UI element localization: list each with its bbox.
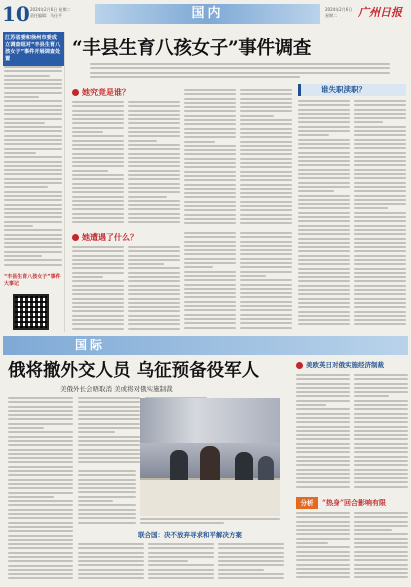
sidebar-body-text (4, 66, 62, 271)
domestic-col-1c (184, 89, 236, 229)
intl-section-title: 国际 (75, 338, 106, 352)
photo-figure (235, 452, 253, 480)
intl-section-bar (3, 336, 408, 355)
intl-col-1 (8, 397, 73, 583)
subhead-marker-icon (72, 234, 79, 241)
subhead-who-text: 她究竟是谁？ (82, 87, 130, 97)
sanctions-col-a (296, 374, 350, 494)
domestic-col-2d (240, 232, 292, 332)
sanctions-col-b (354, 374, 408, 494)
photo-caption-title-text: 联合国：决不放弃寻求和平解决方案 (138, 531, 242, 539)
domestic-right-col-a (298, 100, 350, 332)
section-title: 国内 (191, 6, 224, 21)
domestic-right-col-b (354, 100, 406, 332)
header-date-1: 2024年2月6日 (325, 7, 353, 12)
photo-wall-panel (140, 398, 280, 443)
masthead-logo: 广州日报 (358, 6, 402, 19)
subhead-who-responsible (298, 84, 406, 96)
subhead-what-text: 她遭遇了什么？ (82, 232, 138, 242)
analysis-col-b (354, 512, 408, 584)
header-date-2: 星期二 (325, 13, 337, 18)
page-header (0, 0, 411, 30)
domestic-col-2a (72, 246, 124, 332)
intl-bottom-col-c (218, 543, 284, 583)
intl-headline: 俄将撤外交人员 乌征预备役军人 (8, 361, 260, 381)
sanctions-box-title: 美欧英日对俄实施经济制裁 (306, 361, 384, 369)
domestic-col-2b (128, 246, 180, 332)
intl-bottom-col-a (78, 543, 144, 583)
domestic-headline: “丰县生育八孩女子”事件调查 (72, 38, 312, 59)
intl-col-2 (78, 397, 140, 467)
page-number: 10 (2, 2, 30, 26)
sidebar-headline: 江苏省委和徐州市委成立调查组对“丰县生育八孩女子”事件开展调查处置 (3, 32, 64, 66)
subhead-marker-icon (72, 89, 79, 96)
sanctions-marker-icon (296, 362, 303, 369)
section-banner (95, 4, 320, 24)
photo-figure (200, 446, 220, 480)
photo-table (140, 478, 280, 516)
domestic-lead (90, 63, 390, 81)
analysis-tag: 分析 (296, 497, 318, 509)
intl-deck: 美俄外长会晤取消 美或将对俄实施制裁 (60, 385, 173, 393)
subhead-who (72, 87, 172, 98)
domestic-col-1b (128, 101, 180, 229)
photo-figure (258, 456, 274, 480)
analysis-title: “热身”回合影响有限 (322, 498, 387, 507)
sidebar (3, 32, 65, 332)
header-meta-1: 2024年2月6日 星期二 (30, 7, 71, 12)
domestic-col-1d (240, 89, 292, 229)
qr-code (13, 294, 49, 330)
analysis-col-a (296, 512, 350, 584)
sidebar-note (4, 274, 62, 287)
sanctions-box-header (296, 360, 408, 371)
header-meta-2: 责任编辑：马仕平 (30, 13, 62, 18)
un-security-council-photo (140, 398, 280, 516)
photo-caption-text (140, 518, 280, 528)
domestic-col-2c (184, 232, 236, 332)
subhead-who-responsible-text: 谁失职渎职？ (321, 85, 366, 94)
sidebar-note-title: “丰县生育八孩女子”事件大事记 (4, 274, 61, 287)
subhead-what (72, 232, 192, 243)
analysis-box-header (296, 497, 408, 509)
intl-bottom-col-b (148, 543, 214, 583)
photo-caption-title (78, 531, 288, 541)
domestic-col-1a (72, 101, 124, 229)
intl-col-2b (78, 470, 136, 530)
photo-figure (170, 450, 188, 480)
